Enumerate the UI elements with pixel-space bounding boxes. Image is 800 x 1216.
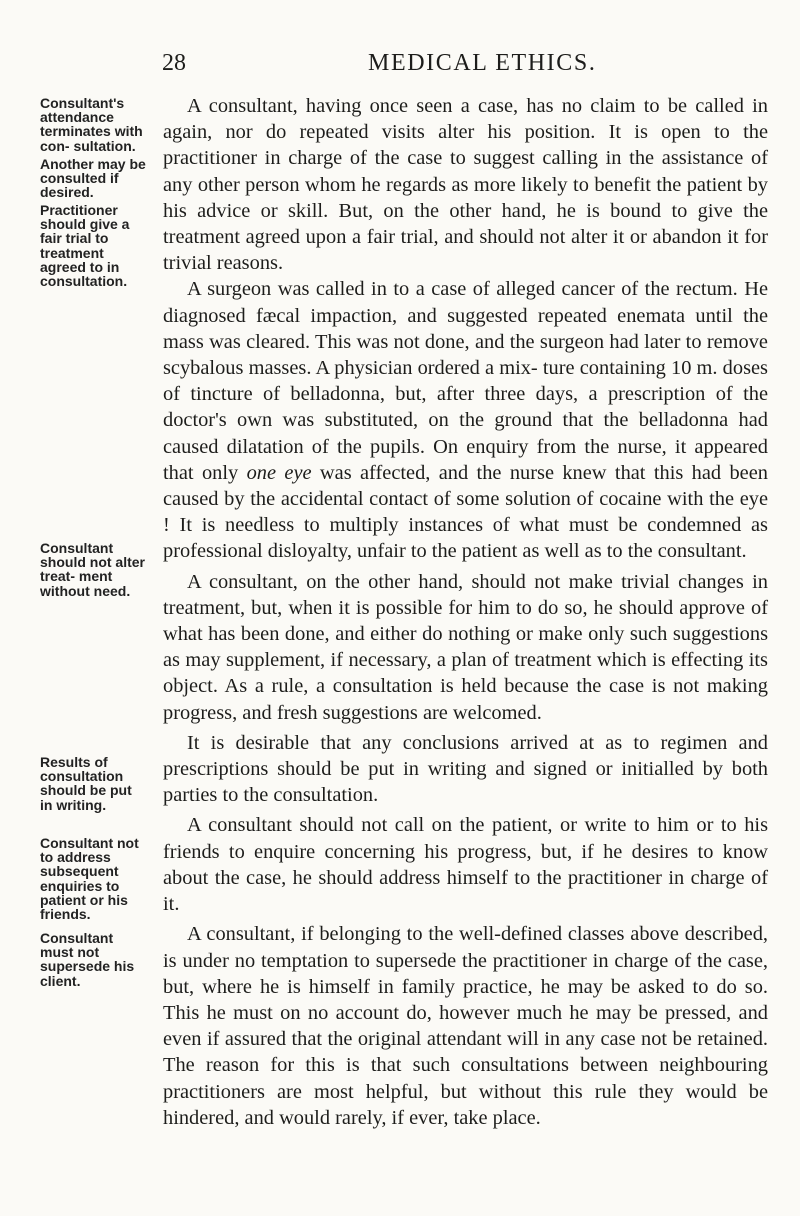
margin-note-alter-treatment: Consultant should not alter treat- ment without need. xyxy=(40,540,145,599)
emphasis-one-eye: one eye xyxy=(246,461,312,484)
paragraph-1: A consultant, having once seen a case, has no claim to be called in again, nor do repeated visits alter his position. It is open to the practitioner in charge of the case to suggest calling in the assistance of any other person whom he regards as more likely to benefit the patient by his advice or skill. But, on the other hand, he is bound to give the treatment agreed upon a fair trial, and should not alter it or abandon it for trivial reasons. xyxy=(163,95,768,275)
margin-note-fair-trial: Practitioner should give a fair trial to treatment agreed to in consultation. xyxy=(40,202,130,290)
margin-note-another-consulted: Another may be consulted if desired. xyxy=(40,156,146,201)
paragraph-2-part-2: was affected, and the nurse knew that this had been caused by the accidental contact of some solution of cocaine with the eye ! It is needless to multiply instances of what must be condemned as professional disloyalty, unfair to the patient as well as to the consultant. xyxy=(163,461,768,563)
body-text xyxy=(163,93,768,1131)
paragraph-2-part-1: A surgeon was called in to a case of alleged cancer of the rectum. He diagnosed fæcal impaction, and suggested repeated enemata until the mass was cleared. This was not done, and the surgeon had later to remove scybalous masses. A physician ordered a mix- ture containing 10 m. doses of tincture of belladonna, but, after three days, a prescription of the doctor's own was substituted, on the ground that the belladonna had caused dilatation of the pupils. On enquiry from the nurse, it appeared that only xyxy=(163,278,768,484)
paragraph-6: A consultant, if belonging to the well-defined classes above described, is under no temptation to supersede the practitioner in charge of the case, but, where he is himself in family practice, he may be asked to do so. This he must on no account do, however much he may be pressed, and even if assured that the original attendant will in any case not be retained. The reason for this is that such consultations between neighbouring practitioners are most helpful, but without this rule they would be hindered, and would rarely, if ever, take place. xyxy=(163,923,768,1129)
page-header xyxy=(0,50,800,80)
paragraph-5: A consultant should not call on the patient, or write to him or to his friends to enquire concerning his progress, but, if he desires to know about the case, he should address himself to the practitioner in charge of it. xyxy=(163,814,768,916)
running-title: MEDICAL ETHICS. xyxy=(368,50,597,76)
margin-note-not-supersede: Consultant must not supersede his client. xyxy=(40,930,135,989)
margin-note-results-in-writing: Results of consultation should be put in writing. xyxy=(40,754,132,813)
paragraph-3: A consultant, on the other hand, should not make trivial changes in treatment, but, when it is possible for him to do so, he should approve of what has been done, and either do nothing or make only such suggestions as may supplement, if necessary, a plan of treatment which is effecting its object. As a rule, a consultation is held because the case is not making progress, and fresh suggestions are welcomed. xyxy=(163,570,768,724)
paragraph-2 xyxy=(163,276,768,564)
margin-note-subsequent-enquiries: Consultant not to address subsequent enquiries to patient or his friends. xyxy=(40,835,139,923)
page-number: 28 xyxy=(162,50,186,76)
margin-note-consultant-attendance: Consultant's attendance terminates with con- sultation. xyxy=(40,95,143,154)
paragraph-4: It is desirable that any conclusions arrived at as to regimen and prescriptions should be put in writing and signed or initialled by both parties to the consultation. xyxy=(163,731,768,807)
